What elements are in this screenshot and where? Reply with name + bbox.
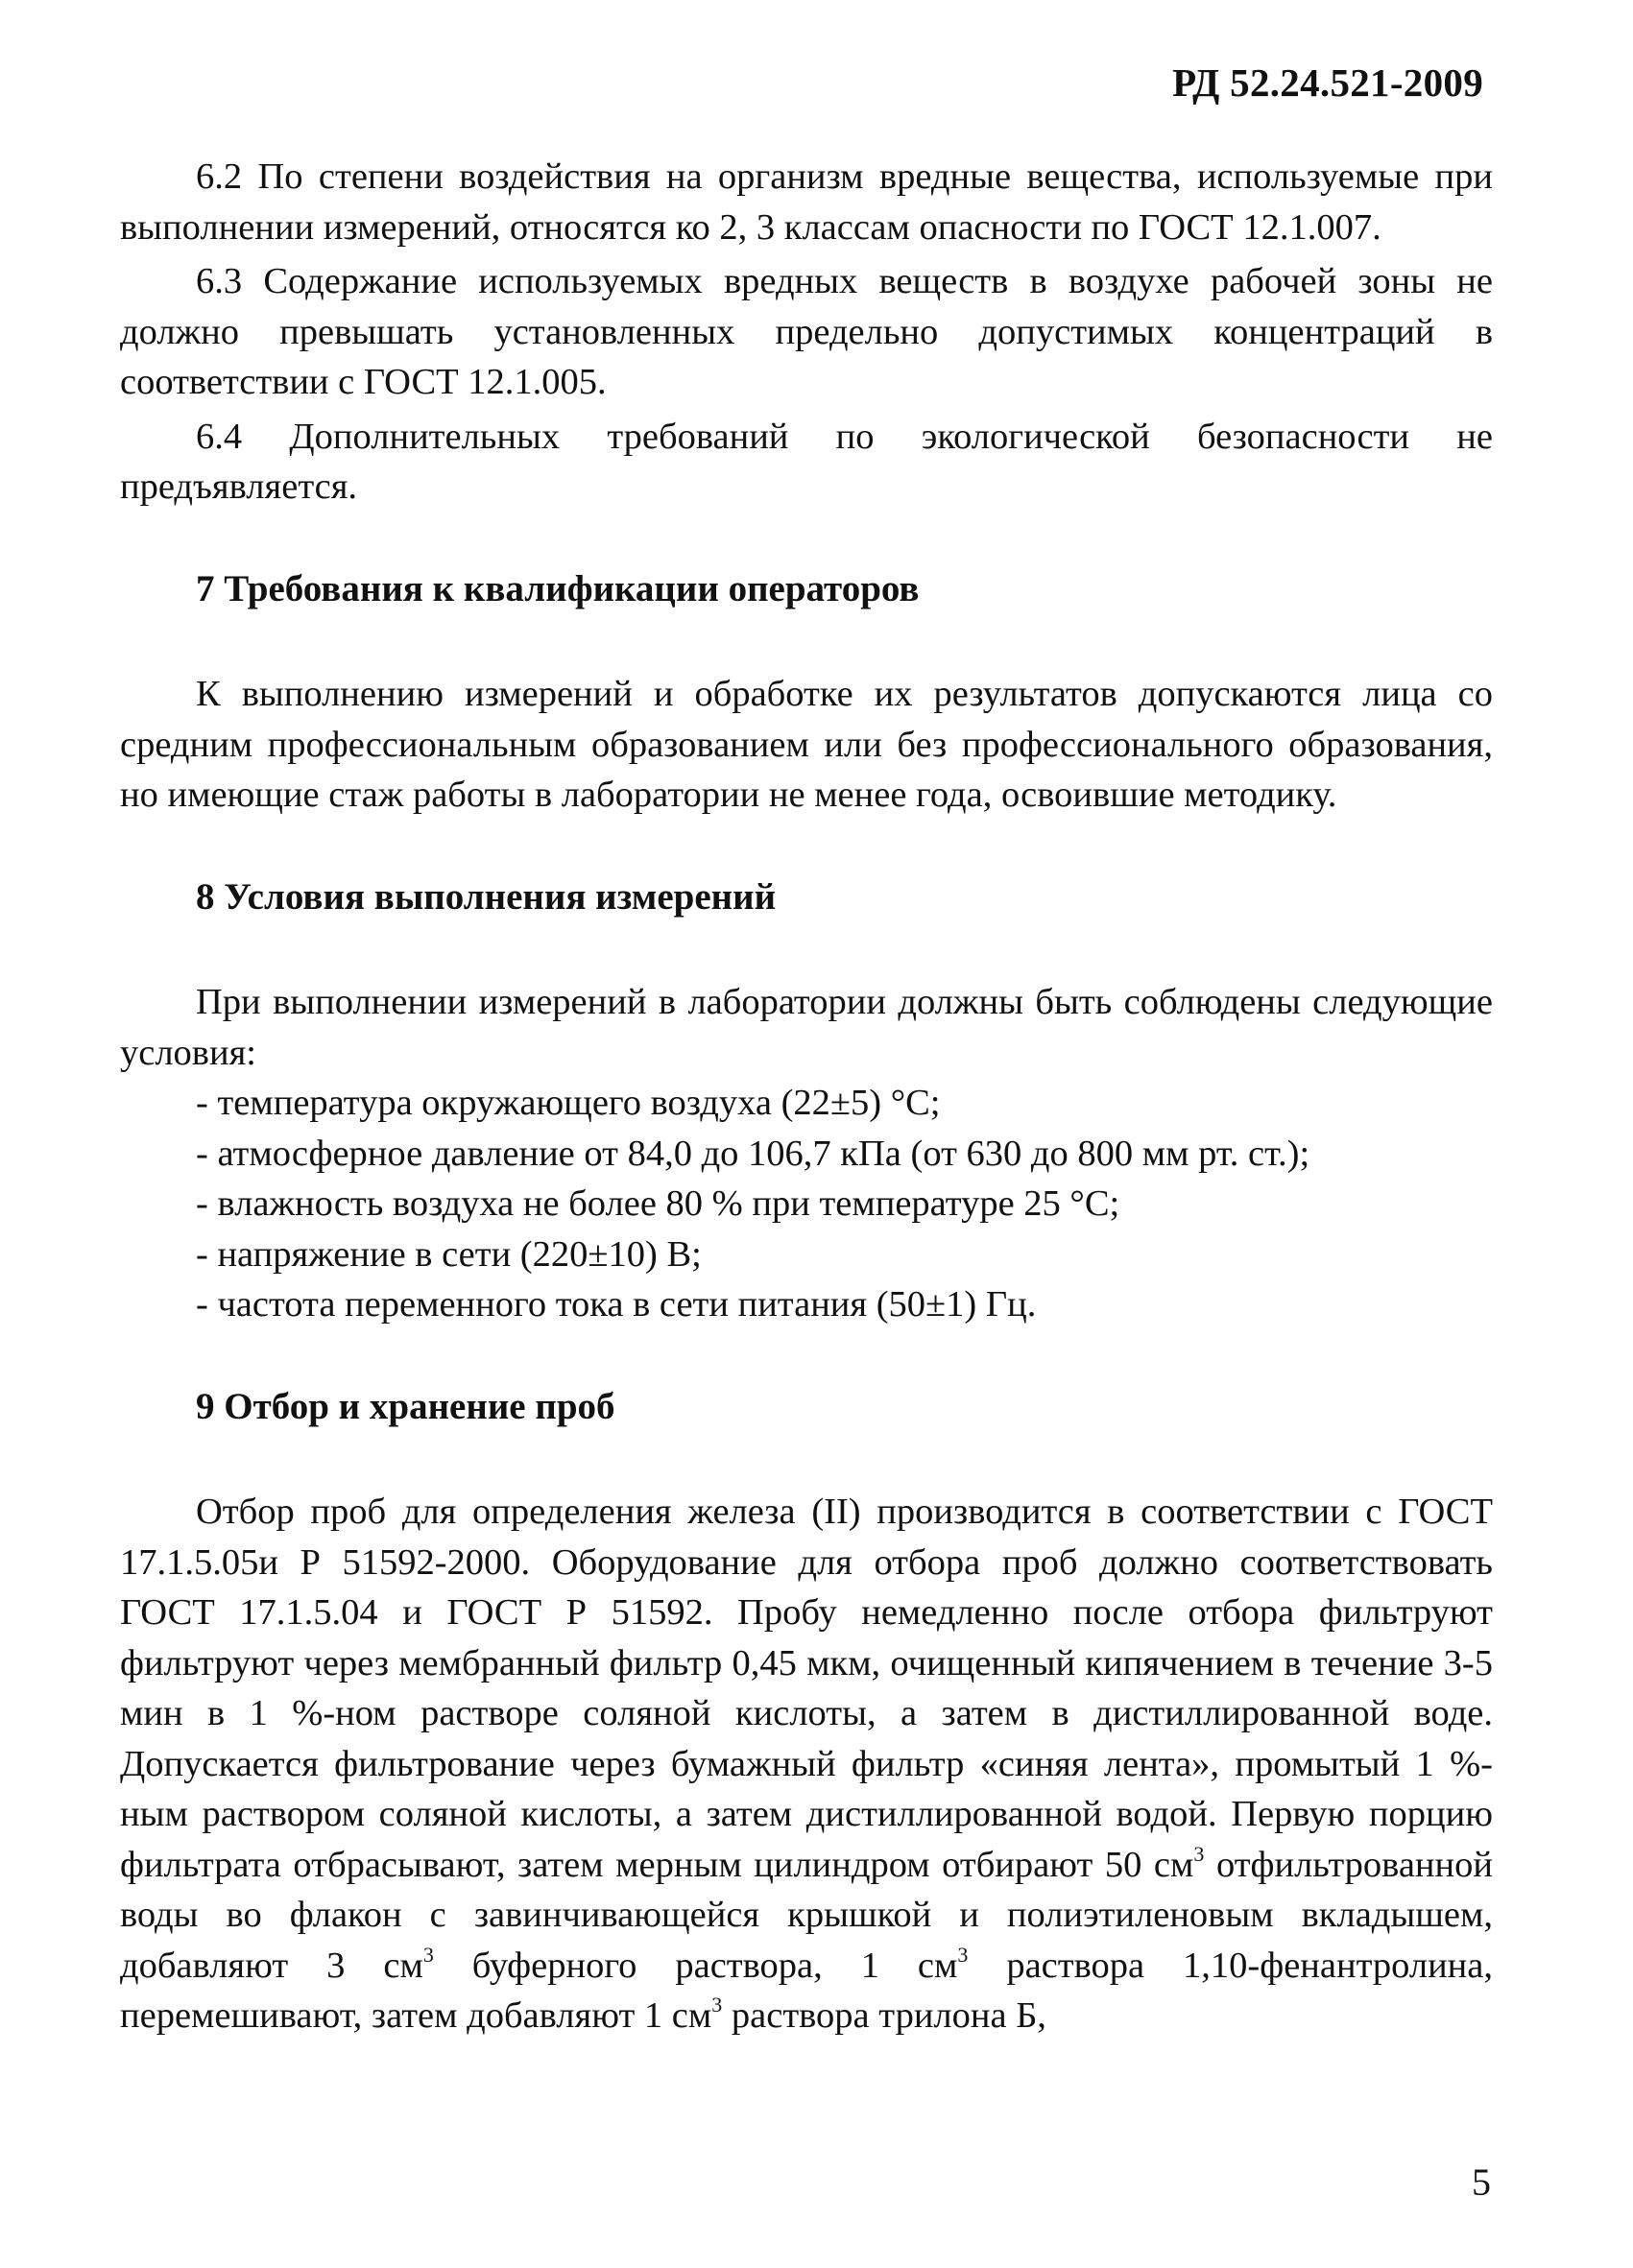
condition-item-humidity: - влажность воздуха не более 80 % при температуре 25 °С; (196, 1183, 1120, 1224)
superscript-cubic-2: 3 (422, 1942, 434, 1967)
section-9-text-part-1: Отбор проб для определения железа (II) производится в соответствии с ГОСТ 17.1.5.05и Р 51592-2000. Оборудование для отбора проб должно соответствовать ГОСТ 17.1.5.04 и ГОСТ Р 51592. Пробу немедленно после отбора фильтруют фильтруют через мембранный фильтр 0,45 мкм, очищенный кипячением в течение 3-5 мин в 1 %-ном растворе соляной кислоты, а затем в дистиллированной воде. Допускается фильтрование через бумажный фильтр «синяя лента», промытый 1 %-ным раствором соляной кислоты, а затем дистиллированной водой. Первую порцию фильтрата отбрасывают, затем мерным цилиндром отбирают 50 см (120, 1492, 1493, 1885)
superscript-cubic-1: 3 (1193, 1841, 1205, 1866)
condition-item-voltage: - напряжение в сети (220±10) В; (196, 1233, 702, 1275)
paragraph-6-3: 6.3 Содержание используемых вредных веществ в воздухе рабочей зоны не должно превышать установленных предельно допустимых концентраций в соответствии с ГОСТ 12.1.005. (120, 261, 1493, 402)
heading-section-8: 8 Условия выполнения измерений (196, 875, 777, 918)
document-code: РД 52.24.521-2009 (1172, 60, 1483, 105)
section-9-text-part-2: отфильтрованной воды во флакон с завинчивающейся крышкой и полиэтиленовым вкладышем, добавляют 3 см (120, 1844, 1493, 1986)
paragraph-section-9 (120, 1487, 1493, 2041)
condition-item-temperature: - температура окружающего воздуха (22±5) °С; (196, 1083, 941, 1123)
superscript-cubic-4: 3 (711, 1993, 723, 2017)
paragraph-section-7: К выполнению измерений и обработке их результатов допускаются лица со средним профессиональным образованием или без профессионального образования, но имеющие стаж работы в лаборатории не менее года, освоившие методику. (120, 674, 1493, 815)
section-9-text-part-3: буферного раствора, 1 см (433, 1945, 958, 1986)
condition-item-pressure: - атмосферное давление от 84,0 до 106,7 кПа (от 630 до 800 мм рт. ст.); (196, 1133, 1310, 1174)
paragraph-6-4: 6.4 Дополнительных требований по экологической безопасности не предъявляется. (120, 416, 1493, 507)
section-9-text-part-5: раствора трилона Б, (722, 1995, 1046, 2036)
page-number: 5 (1472, 2161, 1491, 2204)
superscript-cubic-3: 3 (957, 1942, 969, 1967)
heading-section-7: 7 Требования к квалификации операторов (196, 567, 920, 609)
section-9-text-part-4: раствора 1,10-фенантролина, перемешивают, затем добавляют 1 см (120, 1945, 1493, 2036)
heading-section-9: 9 Отбор и хранение проб (196, 1385, 615, 1427)
page-body (120, 152, 1493, 2041)
condition-item-frequency: - частота переменного тока в сети питания (50±1) Гц. (196, 1284, 1037, 1325)
paragraph-section-8-intro: При выполнении измерений в лаборатории должны быть соблюдены следующие условия: (120, 982, 1493, 1073)
paragraph-6-2: 6.2 По степени воздействия на организм вредные вещества, используемые при выполнении измерений, относятся ко 2, 3 классам опасности по ГОСТ 12.1.007. (120, 156, 1493, 248)
